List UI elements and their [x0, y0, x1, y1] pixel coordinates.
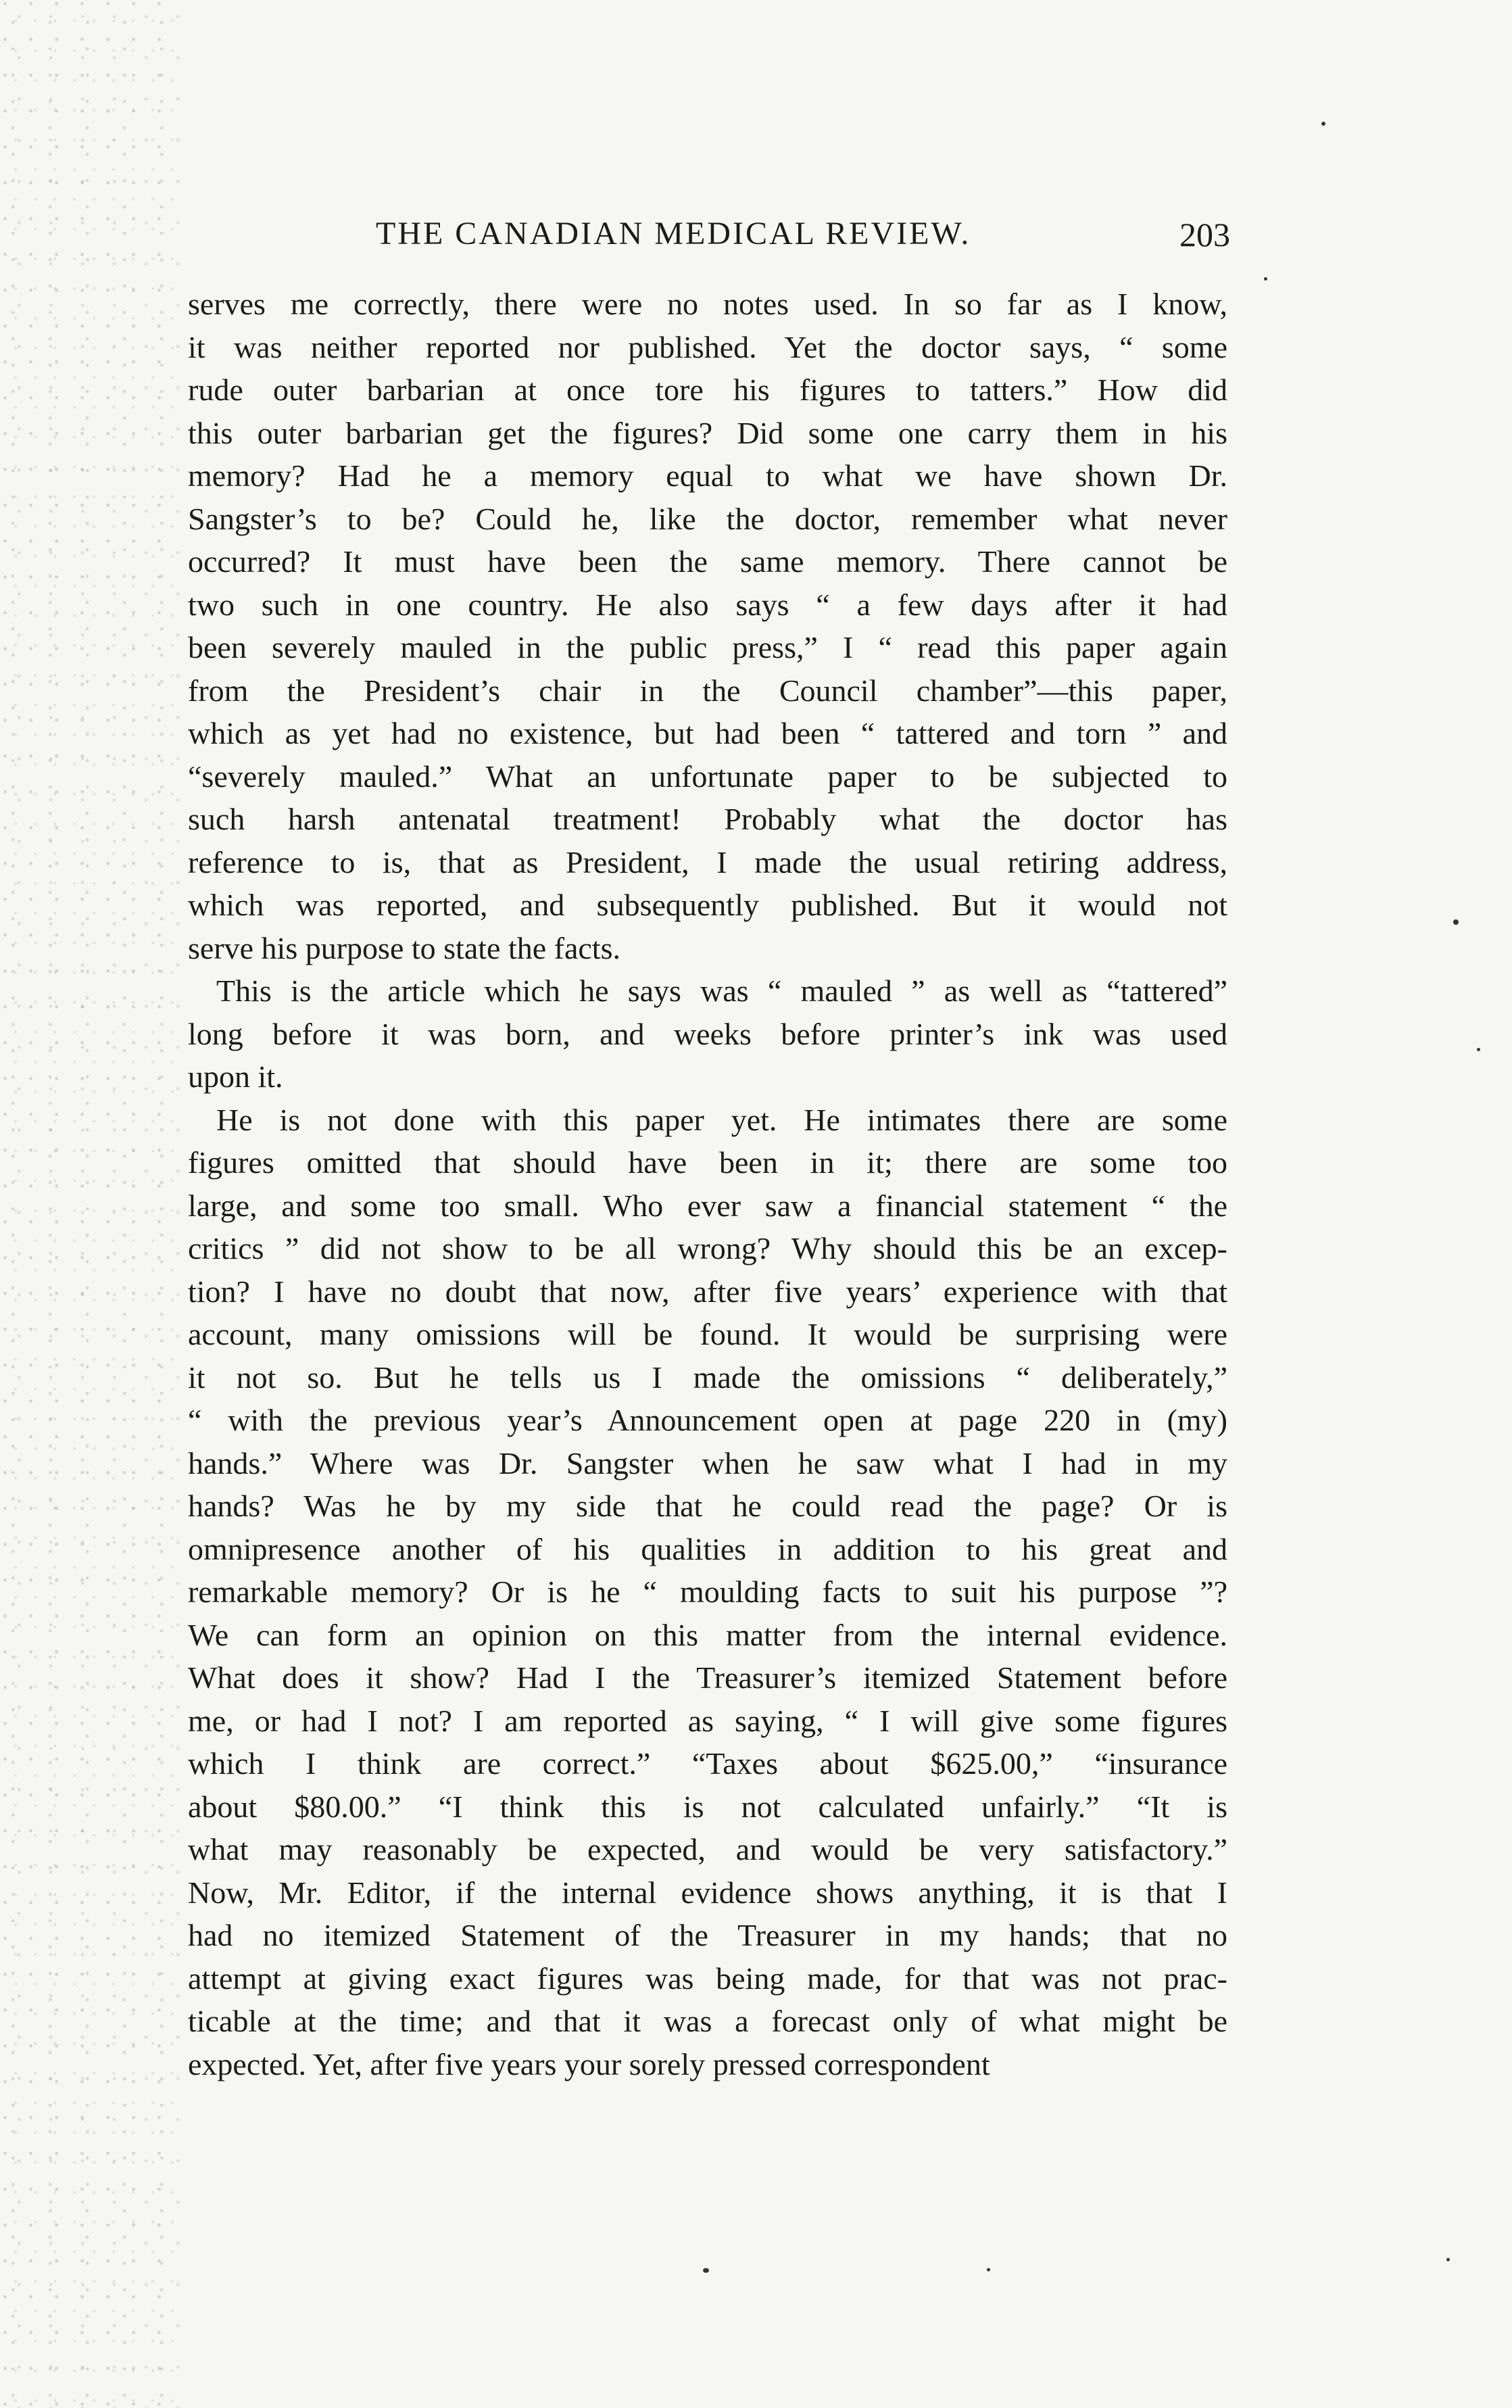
scan-speck: [1321, 122, 1325, 126]
text-line: hands? Was he by my side that he could read the page? Or is: [188, 1489, 1227, 1523]
text-line: omnipresence another of his qualities in addition to his great and: [188, 1531, 1227, 1566]
text-line: which as yet had no existence, but had been “ tattered and torn ” and: [188, 716, 1227, 750]
scan-speck: [1264, 277, 1267, 281]
page-header: [182, 215, 1230, 262]
text-line: large, and some too small. Who ever saw a financial statement “ the: [188, 1188, 1227, 1223]
text-line: “severely mauled.” What an unfortunate paper to be subjected to: [188, 758, 1227, 794]
page-number: 203: [1179, 216, 1230, 254]
running-title: THE CANADIAN MEDICAL REVIEW.: [376, 216, 971, 251]
text-line: which was reported, and subsequently published. But it would not: [188, 888, 1227, 922]
scan-speck: [987, 2268, 990, 2271]
text-line: rude outer barbarian at once tore his figures to tatters.” How did: [188, 372, 1227, 407]
text-line: What does it show? Had I the Treasurer’s itemized Statement before: [188, 1660, 1227, 1695]
text-line: remarkable memory? Or is he “ moulding facts to suit his purpose ”?: [188, 1574, 1227, 1609]
text-line: figures omitted that should have been in it; there are some too: [188, 1145, 1227, 1180]
paragraph: [188, 1099, 1227, 2086]
text-line: ticable at the time; and that it was a forecast only of what might be: [188, 2004, 1227, 2038]
text-line: reference to is, that as President, I made the usual retiring address,: [188, 844, 1227, 880]
text-line: occurred? It must have been the same memory. There cannot be: [188, 544, 1227, 579]
text-line: this outer barbarian get the figures? Did some one carry them in his: [188, 415, 1227, 450]
text-line: This is the article which he says was “ mauled ” as well as “tattered”: [216, 973, 1227, 1008]
text-line: two such in one country. He also says “ a few days after it had: [188, 587, 1227, 622]
text-line: what may reasonably be expected, and would be very satisfactory.”: [188, 1832, 1227, 1867]
text-line: expected. Yet, after five years your sorely pressed correspondent: [188, 2046, 990, 2081]
text-line: hands.” Where was Dr. Sangster when he saw what I had in my: [188, 1445, 1227, 1480]
text-line: serves me correctly, there were no notes used. In so far as I know,: [188, 287, 1227, 321]
article-body: [188, 283, 1227, 2086]
text-line: such harsh antenatal treatment! Probably what the doctor has: [188, 802, 1227, 836]
paragraph: [188, 969, 1227, 1099]
text-line: tion? I have no doubt that now, after five years’ experience with that: [188, 1274, 1227, 1309]
text-line: “ with the previous year’s Announcement open at page 220 in (my): [188, 1403, 1227, 1437]
scan-margin-speckle: [0, 0, 182, 2408]
text-line: had no itemized Statement of the Treasurer in my hands; that no: [188, 1918, 1227, 1952]
text-line: memory? Had he a memory equal to what we have shown Dr.: [188, 458, 1227, 493]
text-line: from the President’s chair in the Council chamber”—this paper,: [188, 673, 1227, 708]
scan-speck: [1446, 2258, 1450, 2261]
text-line: Now, Mr. Editor, if the internal evidence shows anything, it is that I: [188, 1875, 1227, 1910]
text-line: me, or had I not? I am reported as saying, “ I will give some figures: [188, 1703, 1227, 1738]
text-line: attempt at giving exact figures was being made, for that was not prac-: [188, 1960, 1227, 1996]
text-line: it not so. But he tells us I made the omissions “ deliberately,”: [188, 1359, 1227, 1395]
text-line: about $80.00.” “I think this is not calculated unfairly.” “It is: [188, 1789, 1227, 1824]
text-line: We can form an opinion on this matter from the internal evidence.: [188, 1617, 1227, 1652]
scan-speck: [703, 2268, 709, 2273]
text-line: upon it.: [188, 1059, 283, 1094]
text-line: critics ” did not show to be all wrong? Why should this be an excep-: [188, 1231, 1227, 1266]
text-line: He is not done with this paper yet. He intimates there are some: [216, 1102, 1227, 1137]
text-line: Sangster’s to be? Could he, like the doctor, remember what never: [188, 501, 1227, 536]
text-line: which I think are correct.” “Taxes about $625.00,” “insurance: [188, 1746, 1227, 1781]
scan-speck: [1477, 1048, 1480, 1051]
text-line: long before it was born, and weeks before printer’s ink was used: [188, 1016, 1227, 1051]
text-line: serve his purpose to state the facts.: [188, 930, 620, 965]
paragraph: [188, 283, 1227, 969]
scan-speck: [1453, 919, 1459, 925]
text-line: it was neither reported nor published. Yet the doctor says, “ some: [188, 329, 1227, 364]
text-line: been severely mauled in the public press,” I “ read this paper again: [188, 630, 1227, 665]
text-line: account, many omissions will be found. It would be surprising were: [188, 1317, 1227, 1351]
